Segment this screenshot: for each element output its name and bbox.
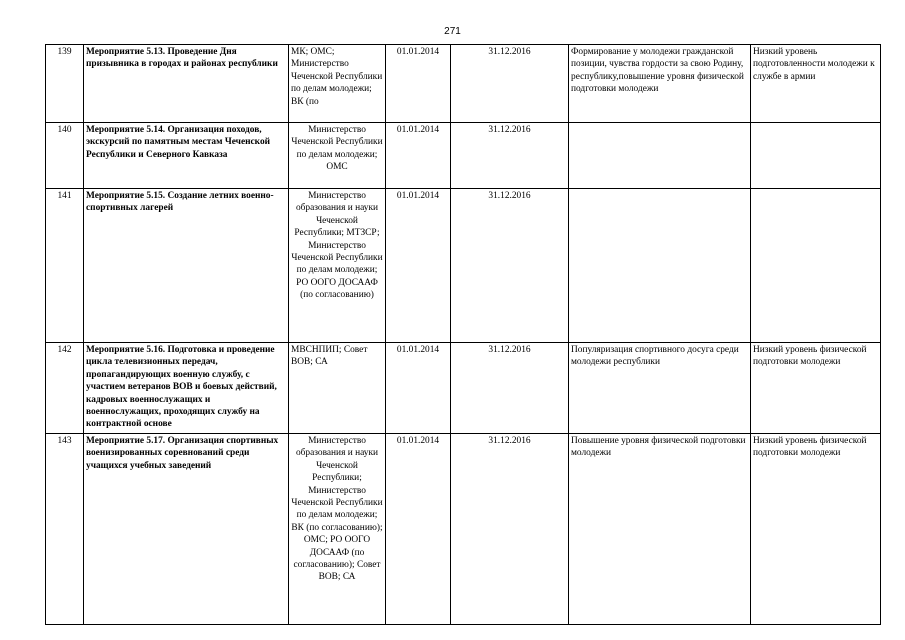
expected-result: Формирование у молодежи гражданской позиции, чувства гордости за свою Родину, республику,повышение уровня физической подготовки молодежи: [569, 45, 751, 123]
risk-cell-continued: [751, 123, 881, 189]
end-date: 31.12.2016: [451, 45, 569, 123]
table-row: [46, 123, 881, 189]
measure-title: Мероприятие 5.17. Организация спортивных военизированных соревнований среди учащихся учебных заведений: [84, 434, 289, 625]
measure-title: Мероприятие 5.15. Создание летних военно-спортивных лагерей: [84, 189, 289, 343]
end-date: 31.12.2016: [451, 123, 569, 189]
row-number: 141: [46, 189, 84, 343]
start-date: 01.01.2014: [386, 189, 451, 343]
start-date: 01.01.2014: [386, 45, 451, 123]
measures-table: [45, 44, 881, 625]
start-date: 01.01.2014: [386, 343, 451, 434]
executor-cell: Министерство образования и науки Чеченской Республики; МТЗСР; Министерство Чеченской Республики по делам молодежи; РО ООГО ДОСААФ (по согласованию): [289, 189, 386, 343]
risk-cell: Низкий уровень подготовленности молодежи к службе в армии: [751, 45, 881, 123]
table-row: [46, 45, 881, 123]
end-date: 31.12.2016: [451, 189, 569, 343]
risk-cell-continued: [751, 189, 881, 343]
row-number: 140: [46, 123, 84, 189]
row-number: 139: [46, 45, 84, 123]
expected-result-continued: [569, 123, 751, 189]
executor-cell: Министерство образования и науки Чеченской Республики; Министерство Чеченской Республики по делам молодежи; ВК (по согласованию); ОМС; РО ООГО ДОСААФ (по согласованию); Совет ВОВ; СА: [289, 434, 386, 625]
start-date: 01.01.2014: [386, 123, 451, 189]
measure-title: Мероприятие 5.16. Подготовка и проведение цикла телевизионных передач, пропагандирующих военную службу, с участием ветеранов ВОВ и боевых действий, кадровых военнослужащих и военнослужащих, проходящих службу на контрактной основе: [84, 343, 289, 434]
row-number: 142: [46, 343, 84, 434]
start-date: 01.01.2014: [386, 434, 451, 625]
end-date: 31.12.2016: [451, 434, 569, 625]
measure-title: Мероприятие 5.14. Организация походов, экскурсий по памятным местам Чеченской Республики и Северного Кавказа: [84, 123, 289, 189]
expected-result: Повышение уровня физической подготовки молодежи: [569, 434, 751, 625]
end-date: 31.12.2016: [451, 343, 569, 434]
page-number: 271: [444, 26, 461, 37]
executor-cell: МК; ОМС; Министерство Чеченской Республики по делам молодежи; ВК (по: [289, 45, 386, 123]
table-row: [46, 343, 881, 434]
table-row: [46, 189, 881, 343]
expected-result: Популяризация спортивного досуга среди молодежи республики: [569, 343, 751, 434]
risk-cell: Низкий уровень физической подготовки молодежи: [751, 343, 881, 434]
measure-title: Мероприятие 5.13. Проведение Дня призывника в городах и районах республики: [84, 45, 289, 123]
row-number: 143: [46, 434, 84, 625]
executor-cell: Министерство Чеченской Республики по делам молодежи; ОМС: [289, 123, 386, 189]
table-row: [46, 434, 881, 625]
executor-cell: МВСНПИП; Совет ВОВ; СА: [289, 343, 386, 434]
risk-cell: Низкий уровень физической подготовки молодежи: [751, 434, 881, 625]
expected-result-continued: [569, 189, 751, 343]
